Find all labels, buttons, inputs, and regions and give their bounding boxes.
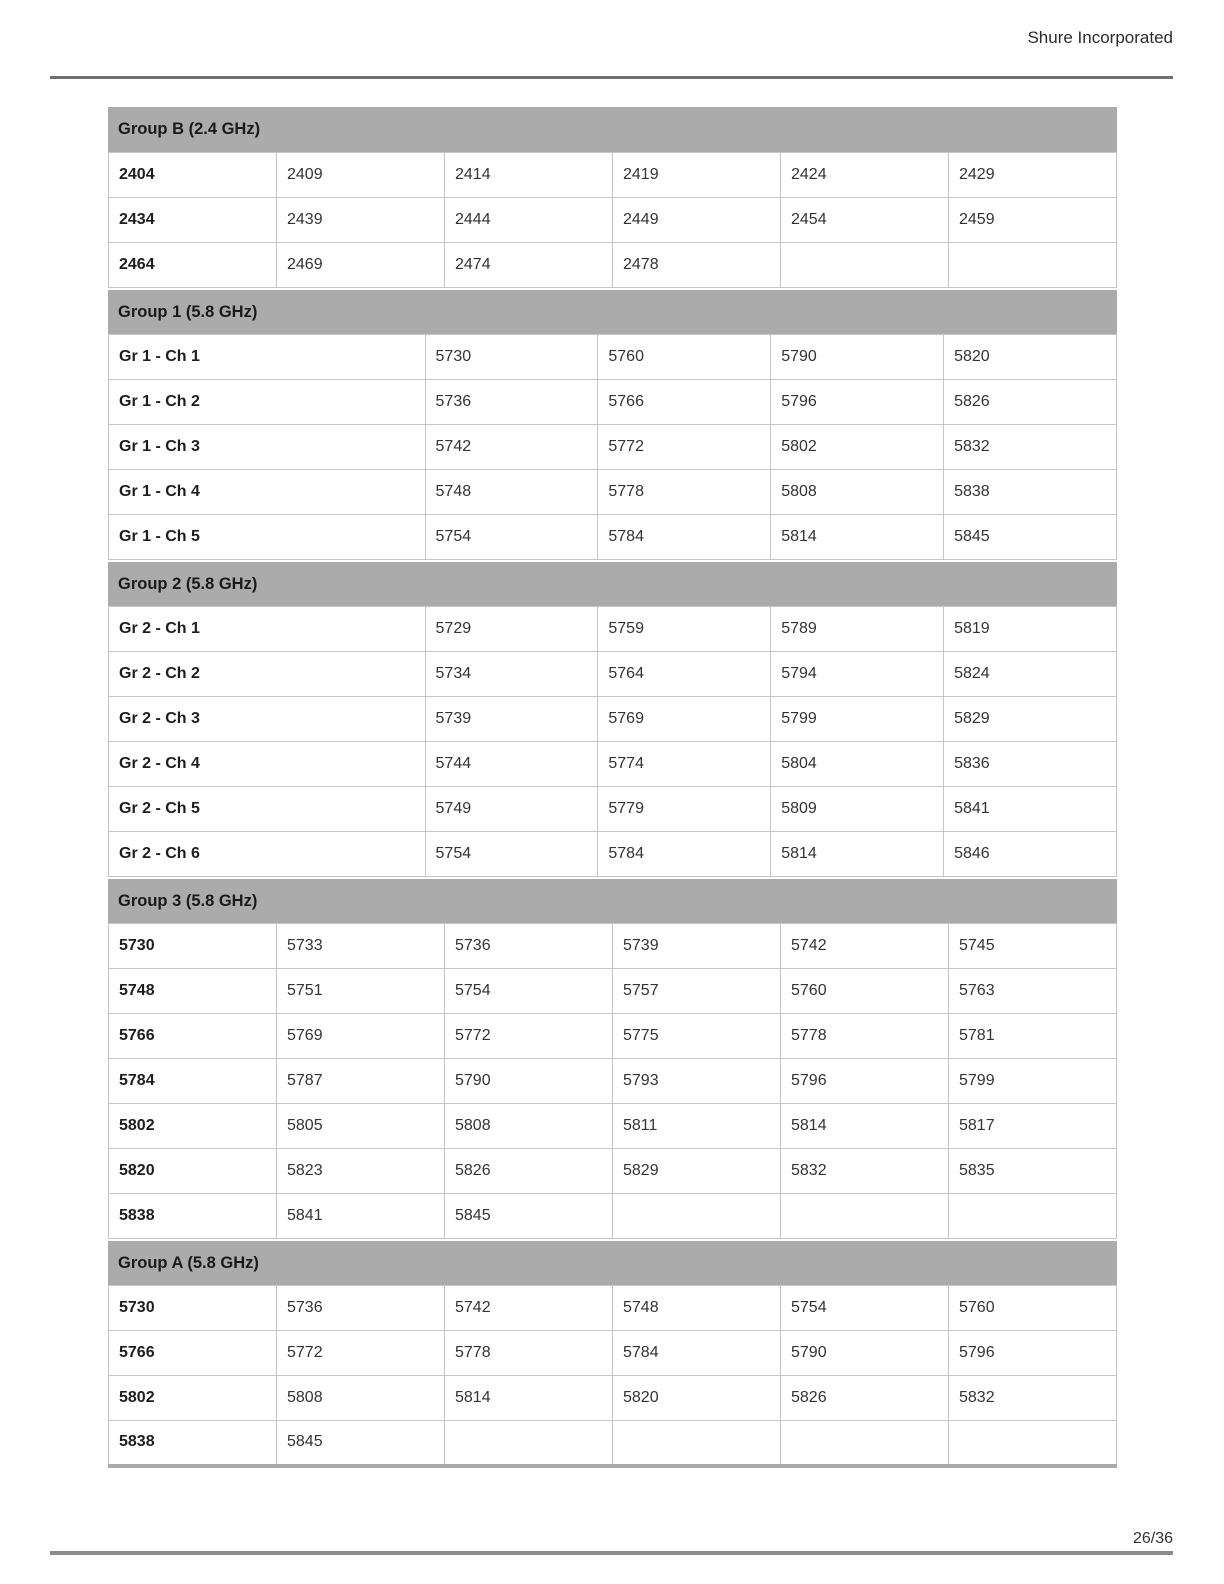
- row-lead-cell: Gr 2 - Ch 5: [109, 787, 426, 832]
- value-cell: 5733: [277, 924, 445, 969]
- value-cell: 5760: [949, 1286, 1117, 1331]
- value-cell: 2474: [445, 243, 613, 288]
- value-cell: 5808: [277, 1376, 445, 1421]
- value-cell: 5826: [944, 380, 1117, 425]
- frequency-section: [108, 1239, 1117, 1468]
- value-cell: 5794: [771, 652, 944, 697]
- value-cell: 2414: [445, 153, 613, 198]
- table-row: [109, 924, 1117, 969]
- value-cell: 5760: [598, 335, 771, 380]
- row-lead-cell: 2404: [109, 153, 277, 198]
- value-cell: 5832: [949, 1376, 1117, 1421]
- value-cell: 5778: [445, 1331, 613, 1376]
- section-header: Group 1 (5.8 GHz): [108, 288, 1117, 334]
- value-cell: 5823: [277, 1149, 445, 1194]
- value-cell: 5838: [944, 470, 1117, 515]
- value-cell: 5778: [781, 1014, 949, 1059]
- value-cell: 2424: [781, 153, 949, 198]
- value-cell: 5814: [771, 515, 944, 560]
- row-lead-cell: Gr 2 - Ch 1: [109, 607, 426, 652]
- value-cell: 5754: [445, 969, 613, 1014]
- value-cell: 5742: [425, 425, 598, 470]
- value-cell: 2429: [949, 153, 1117, 198]
- value-cell: 5730: [425, 335, 598, 380]
- value-cell: 5748: [425, 470, 598, 515]
- row-lead-cell: 5838: [109, 1194, 277, 1239]
- value-cell: 5824: [944, 652, 1117, 697]
- value-cell: 5790: [771, 335, 944, 380]
- value-cell: 5835: [949, 1149, 1117, 1194]
- value-cell: 5751: [277, 969, 445, 1014]
- frequency-section: [108, 560, 1117, 877]
- value-cell: 5742: [445, 1286, 613, 1331]
- row-lead-cell: 2464: [109, 243, 277, 288]
- value-cell: 5764: [598, 652, 771, 697]
- row-lead-cell: Gr 1 - Ch 5: [109, 515, 426, 560]
- value-cell: 5799: [771, 697, 944, 742]
- table-row: [109, 607, 1117, 652]
- value-cell: [781, 243, 949, 288]
- table-row: [109, 652, 1117, 697]
- section-header: Group 2 (5.8 GHz): [108, 560, 1117, 606]
- table-row: [109, 335, 1117, 380]
- value-cell: 5769: [277, 1014, 445, 1059]
- row-lead-cell: 5730: [109, 924, 277, 969]
- frequency-table: [108, 334, 1117, 560]
- value-cell: 5808: [771, 470, 944, 515]
- frequency-table: [108, 606, 1117, 877]
- value-cell: 5784: [613, 1331, 781, 1376]
- row-lead-cell: Gr 1 - Ch 4: [109, 470, 426, 515]
- value-cell: 5845: [944, 515, 1117, 560]
- table-row: [109, 1331, 1117, 1376]
- value-cell: 5808: [445, 1104, 613, 1149]
- value-cell: 5802: [771, 425, 944, 470]
- table-row: [109, 1104, 1117, 1149]
- value-cell: [781, 1421, 949, 1466]
- row-lead-cell: 5766: [109, 1014, 277, 1059]
- value-cell: 5832: [781, 1149, 949, 1194]
- value-cell: 2469: [277, 243, 445, 288]
- value-cell: 5804: [771, 742, 944, 787]
- table-row: [109, 153, 1117, 198]
- row-lead-cell: Gr 1 - Ch 3: [109, 425, 426, 470]
- row-lead-cell: Gr 1 - Ch 1: [109, 335, 426, 380]
- value-cell: 5757: [613, 969, 781, 1014]
- table-row: [109, 243, 1117, 288]
- frequency-section: [108, 877, 1117, 1239]
- table-row: [109, 1059, 1117, 1104]
- value-cell: 5745: [949, 924, 1117, 969]
- value-cell: 2478: [613, 243, 781, 288]
- value-cell: 5781: [949, 1014, 1117, 1059]
- value-cell: 5748: [613, 1286, 781, 1331]
- value-cell: 5826: [781, 1376, 949, 1421]
- value-cell: 5817: [949, 1104, 1117, 1149]
- value-cell: 5826: [445, 1149, 613, 1194]
- value-cell: 5832: [944, 425, 1117, 470]
- value-cell: 5789: [771, 607, 944, 652]
- value-cell: 5846: [944, 832, 1117, 877]
- value-cell: 5799: [949, 1059, 1117, 1104]
- value-cell: 5754: [425, 515, 598, 560]
- value-cell: 5736: [277, 1286, 445, 1331]
- value-cell: 5754: [425, 832, 598, 877]
- value-cell: 5845: [445, 1194, 613, 1239]
- frequency-tables: [108, 107, 1117, 1468]
- section-header: Group B (2.4 GHz): [108, 107, 1117, 152]
- value-cell: 2409: [277, 153, 445, 198]
- value-cell: 5820: [944, 335, 1117, 380]
- row-lead-cell: Gr 2 - Ch 4: [109, 742, 426, 787]
- table-row: [109, 969, 1117, 1014]
- section-header: Group 3 (5.8 GHz): [108, 877, 1117, 923]
- value-cell: 5787: [277, 1059, 445, 1104]
- value-cell: 5754: [781, 1286, 949, 1331]
- table-row: [109, 515, 1117, 560]
- section-header: Group A (5.8 GHz): [108, 1239, 1117, 1285]
- value-cell: [949, 1194, 1117, 1239]
- value-cell: 5796: [949, 1331, 1117, 1376]
- value-cell: [613, 1194, 781, 1239]
- value-cell: 5734: [425, 652, 598, 697]
- table-row: [109, 832, 1117, 877]
- value-cell: 5766: [598, 380, 771, 425]
- value-cell: 5784: [598, 832, 771, 877]
- value-cell: 5778: [598, 470, 771, 515]
- row-lead-cell: Gr 1 - Ch 2: [109, 380, 426, 425]
- value-cell: 2454: [781, 198, 949, 243]
- table-row: [109, 742, 1117, 787]
- page-number: 26/36: [1132, 1530, 1173, 1547]
- value-cell: 5760: [781, 969, 949, 1014]
- value-cell: 5769: [598, 697, 771, 742]
- value-cell: 5814: [445, 1376, 613, 1421]
- value-cell: 5845: [277, 1421, 445, 1466]
- row-lead-cell: 5730: [109, 1286, 277, 1331]
- table-row: [109, 470, 1117, 515]
- row-lead-cell: Gr 2 - Ch 3: [109, 697, 426, 742]
- value-cell: 5841: [944, 787, 1117, 832]
- value-cell: 5763: [949, 969, 1117, 1014]
- table-row: [109, 1286, 1117, 1331]
- row-lead-cell: Gr 2 - Ch 2: [109, 652, 426, 697]
- value-cell: 5736: [425, 380, 598, 425]
- row-lead-cell: 2434: [109, 198, 277, 243]
- value-cell: 5736: [445, 924, 613, 969]
- row-lead-cell: 5802: [109, 1104, 277, 1149]
- value-cell: 2419: [613, 153, 781, 198]
- value-cell: 2439: [277, 198, 445, 243]
- value-cell: 5811: [613, 1104, 781, 1149]
- value-cell: 5739: [613, 924, 781, 969]
- value-cell: 5796: [771, 380, 944, 425]
- value-cell: 5729: [425, 607, 598, 652]
- value-cell: [445, 1421, 613, 1466]
- value-cell: 2444: [445, 198, 613, 243]
- value-cell: [613, 1421, 781, 1466]
- value-cell: 5772: [598, 425, 771, 470]
- value-cell: 5742: [781, 924, 949, 969]
- frequency-table: [108, 923, 1117, 1239]
- value-cell: 5820: [613, 1376, 781, 1421]
- row-lead-cell: 5766: [109, 1331, 277, 1376]
- value-cell: 5829: [944, 697, 1117, 742]
- value-cell: 5774: [598, 742, 771, 787]
- row-lead-cell: 5820: [109, 1149, 277, 1194]
- value-cell: 5784: [598, 515, 771, 560]
- value-cell: 5829: [613, 1149, 781, 1194]
- company-name: Shure Incorporated: [1027, 28, 1173, 47]
- value-cell: 5779: [598, 787, 771, 832]
- table-row: [109, 697, 1117, 742]
- table-row: [109, 425, 1117, 470]
- value-cell: 5805: [277, 1104, 445, 1149]
- value-cell: 5775: [613, 1014, 781, 1059]
- value-cell: 5790: [781, 1331, 949, 1376]
- table-row: [109, 198, 1117, 243]
- value-cell: 5796: [781, 1059, 949, 1104]
- value-cell: 5772: [445, 1014, 613, 1059]
- value-cell: 5836: [944, 742, 1117, 787]
- row-lead-cell: 5784: [109, 1059, 277, 1104]
- value-cell: 5772: [277, 1331, 445, 1376]
- value-cell: 2459: [949, 198, 1117, 243]
- table-row: [109, 1014, 1117, 1059]
- value-cell: 5814: [771, 832, 944, 877]
- value-cell: 5759: [598, 607, 771, 652]
- value-cell: 5739: [425, 697, 598, 742]
- frequency-table: [108, 1285, 1117, 1468]
- frequency-table: [108, 152, 1117, 288]
- table-row: [109, 380, 1117, 425]
- value-cell: 5793: [613, 1059, 781, 1104]
- header-divider: [50, 76, 1173, 79]
- value-cell: 5841: [277, 1194, 445, 1239]
- table-row: [109, 1149, 1117, 1194]
- value-cell: 5814: [781, 1104, 949, 1149]
- value-cell: [949, 243, 1117, 288]
- frequency-section: [108, 288, 1117, 560]
- value-cell: 2449: [613, 198, 781, 243]
- value-cell: 5809: [771, 787, 944, 832]
- row-lead-cell: 5748: [109, 969, 277, 1014]
- frequency-section: [108, 107, 1117, 288]
- row-lead-cell: 5838: [109, 1421, 277, 1466]
- row-lead-cell: 5802: [109, 1376, 277, 1421]
- row-lead-cell: Gr 2 - Ch 6: [109, 832, 426, 877]
- table-row: [109, 1376, 1117, 1421]
- value-cell: 5819: [944, 607, 1117, 652]
- value-cell: [781, 1194, 949, 1239]
- value-cell: 5749: [425, 787, 598, 832]
- footer-divider: [50, 1551, 1173, 1555]
- table-row: [109, 1194, 1117, 1239]
- table-row: [109, 1421, 1117, 1466]
- value-cell: 5790: [445, 1059, 613, 1104]
- value-cell: [949, 1421, 1117, 1466]
- value-cell: 5744: [425, 742, 598, 787]
- table-row: [109, 787, 1117, 832]
